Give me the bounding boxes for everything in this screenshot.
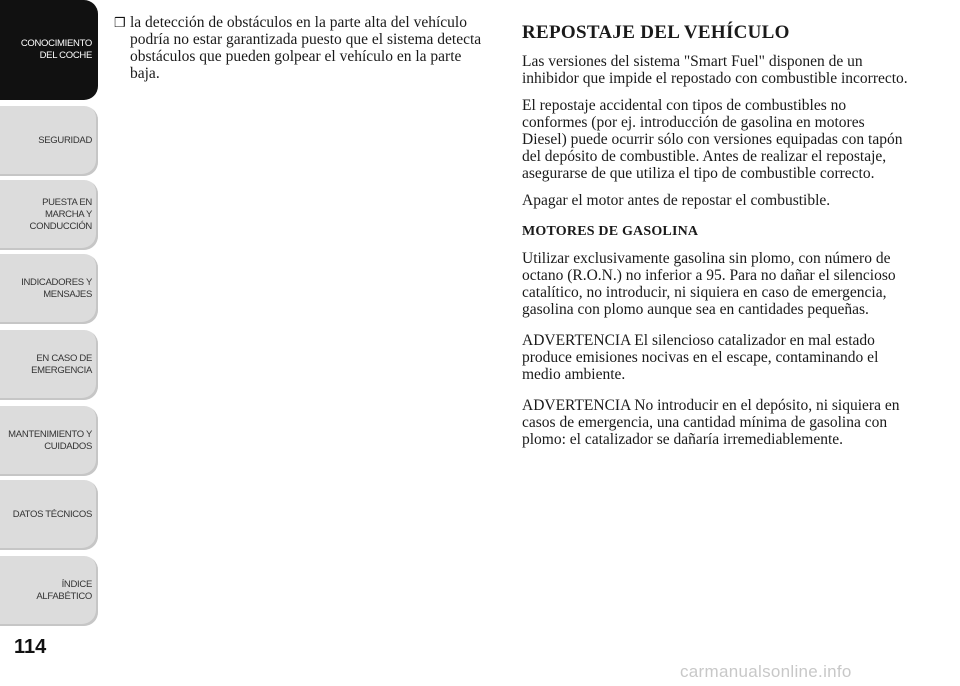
- subsection-heading: MOTORES DE GASOLINA: [522, 224, 699, 239]
- tab-mantenimiento[interactable]: MANTENIMIENTO Y CUIDADOS: [0, 406, 98, 476]
- right-column: [522, 24, 912, 458]
- paragraph: Utilizar exclusivamente gasolina sin plomo, con número de octano (R.O.N.) no inferior a 95. Para no dañar el silencioso catalítico, no introducir, ni siquiera en caso de emergencia, gasolina con plomo aunque sea en cantidades pequeñas.: [522, 250, 896, 318]
- bullet-item: [114, 14, 484, 82]
- section-heading: REPOSTAJE DEL VEHÍCULO: [522, 22, 790, 43]
- tab-indice-alfabetico[interactable]: ÍNDICE ALFABÉTICO: [0, 556, 98, 626]
- bullet-text: la detección de obstáculos en la parte alta del vehículo podría no estar garantizada puesto que el sistema detecta obstáculos que pueden golpear el vehículo en la parte baja.: [130, 14, 482, 82]
- paragraph: Las versiones del sistema "Smart Fuel" disponen de un inhibidor que impide el repostado con combustible incorrecto.: [522, 53, 908, 87]
- tab-conocimiento-del-coche[interactable]: CONOCIMIENTO DEL COCHE: [0, 0, 98, 100]
- warning-paragraph: ADVERTENCIA No introducir en el depósito, ni siquiera en casos de emergencia, una cantidad mínima de gasolina con plomo: el catalizador se dañaría irremediablemente.: [522, 397, 900, 448]
- warning-paragraph: ADVERTENCIA El silencioso catalizador en mal estado produce emisiones nocivas en el escape, contaminando el medio ambiente.: [522, 332, 879, 383]
- tab-indicadores[interactable]: INDICADORES Y MENSAJES: [0, 254, 98, 324]
- left-column: [114, 14, 484, 82]
- checkbox-bullet-icon: ❒: [114, 15, 126, 30]
- paragraph: Apagar el motor antes de repostar el combustible.: [522, 192, 831, 209]
- tab-datos-tecnicos[interactable]: DATOS TÉCNICOS: [0, 480, 98, 550]
- tab-puesta-en-marcha[interactable]: PUESTA EN MARCHA Y CONDUCCIÓN: [0, 180, 98, 250]
- watermark: carmanualsonline.info: [680, 662, 852, 681]
- paragraph: El repostaje accidental con tipos de combustibles no conformes (por ej. introducción de gasolina en motores Diesel) puede ocurrir sólo con versiones equipadas con tapón del depósito de combustible. Antes de realizar el repostaje, asegurarse de que utiliza el tipo de combustible correcto.: [522, 97, 903, 182]
- tab-seguridad[interactable]: SEGURIDAD: [0, 106, 98, 176]
- tab-emergencia[interactable]: EN CASO DE EMERGENCIA: [0, 330, 98, 400]
- page-number: 114: [14, 636, 47, 658]
